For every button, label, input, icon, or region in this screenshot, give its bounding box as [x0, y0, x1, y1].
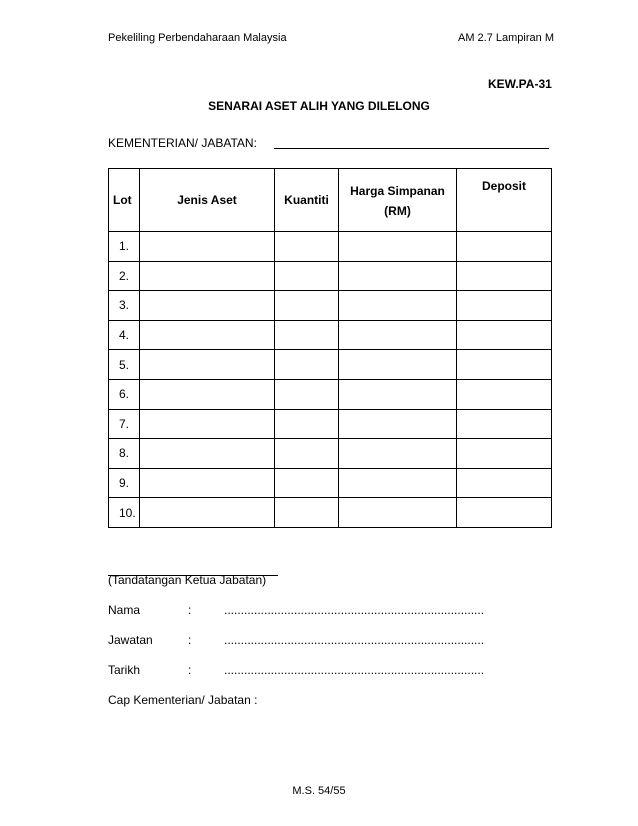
- lot-number-cell: 3.: [109, 291, 140, 321]
- col-header-jenis-aset: Jenis Aset: [140, 169, 275, 232]
- col-header-harga-simpanan: [339, 169, 457, 232]
- lot-number-cell: 9.: [109, 468, 140, 498]
- table-header-row: [109, 169, 552, 232]
- lot-number-cell: 5.: [109, 350, 140, 380]
- deposit-cell[interactable]: [457, 439, 552, 469]
- deposit-cell[interactable]: [457, 320, 552, 350]
- deposit-cell[interactable]: [457, 409, 552, 439]
- deposit-cell[interactable]: [457, 498, 552, 528]
- harga-simpanan-cell[interactable]: [339, 291, 457, 321]
- deposit-cell[interactable]: [457, 232, 552, 262]
- deposit-cell[interactable]: [457, 350, 552, 380]
- tarikh-dots: ..............................................................................: [224, 663, 485, 677]
- harga-simpanan-cell[interactable]: [339, 261, 457, 291]
- harga-line-1: Harga Simpanan: [350, 184, 445, 198]
- jenis-aset-cell[interactable]: [140, 498, 275, 528]
- lot-number-cell: 8.: [109, 439, 140, 469]
- jenis-aset-cell[interactable]: [140, 232, 275, 262]
- form-code: KEW.PA-31: [488, 77, 552, 91]
- lot-number-cell: 1.: [109, 232, 140, 262]
- deposit-cell[interactable]: [457, 291, 552, 321]
- tarikh-colon: :: [188, 663, 192, 677]
- jenis-aset-cell[interactable]: [140, 320, 275, 350]
- lot-number-cell: 10.: [109, 498, 140, 528]
- lot-number-cell: 4.: [109, 320, 140, 350]
- deposit-cell[interactable]: [457, 379, 552, 409]
- page-number: M.S. 54/55: [292, 785, 346, 797]
- tarikh-label: Tarikh: [108, 663, 141, 677]
- table-row: [109, 350, 552, 380]
- asset-table: [108, 168, 552, 528]
- jenis-aset-cell[interactable]: [140, 350, 275, 380]
- harga-simpanan-cell[interactable]: [339, 379, 457, 409]
- kuantiti-cell[interactable]: [275, 291, 339, 321]
- jawatan-label: Jawatan: [108, 633, 153, 647]
- lot-number-cell: 7.: [109, 409, 140, 439]
- jenis-aset-cell[interactable]: [140, 261, 275, 291]
- harga-simpanan-cell[interactable]: [339, 350, 457, 380]
- table-row: [109, 291, 552, 321]
- table-row: [109, 232, 552, 262]
- kuantiti-cell[interactable]: [275, 409, 339, 439]
- kuantiti-cell[interactable]: [275, 439, 339, 469]
- kuantiti-cell[interactable]: [275, 320, 339, 350]
- kuantiti-cell[interactable]: [275, 498, 339, 528]
- cap-label: Cap Kementerian/ Jabatan :: [108, 693, 258, 707]
- harga-simpanan-cell[interactable]: [339, 409, 457, 439]
- harga-line-2: (RM): [384, 204, 411, 218]
- kuantiti-cell[interactable]: [275, 261, 339, 291]
- col-header-kuantiti: Kuantiti: [275, 169, 339, 232]
- table-row: [109, 320, 552, 350]
- jawatan-dots: ..............................................................................: [224, 633, 485, 647]
- deposit-cell[interactable]: [457, 261, 552, 291]
- lot-number-cell: 2.: [109, 261, 140, 291]
- table-row: [109, 439, 552, 469]
- harga-simpanan-cell[interactable]: [339, 498, 457, 528]
- table-row: [109, 498, 552, 528]
- jenis-aset-cell[interactable]: [140, 409, 275, 439]
- header-right-text: AM 2.7 Lampiran M: [458, 32, 554, 44]
- col-header-lot: Lot: [109, 169, 140, 232]
- ministry-fill-line: [274, 148, 549, 149]
- jenis-aset-cell[interactable]: [140, 468, 275, 498]
- table-row: [109, 409, 552, 439]
- deposit-cell[interactable]: [457, 468, 552, 498]
- table-row: [109, 261, 552, 291]
- kuantiti-cell[interactable]: [275, 350, 339, 380]
- harga-simpanan-cell[interactable]: [339, 232, 457, 262]
- harga-simpanan-cell[interactable]: [339, 320, 457, 350]
- table-row: [109, 468, 552, 498]
- nama-label: Nama: [108, 603, 141, 617]
- kuantiti-cell[interactable]: [275, 232, 339, 262]
- harga-simpanan-cell[interactable]: [339, 468, 457, 498]
- form-title: SENARAI ASET ALIH YANG DILELONG: [208, 99, 430, 113]
- ministry-label: KEMENTERIAN/ JABATAN:: [108, 136, 257, 150]
- jenis-aset-cell[interactable]: [140, 379, 275, 409]
- nama-dots: ..............................................................................: [224, 603, 485, 617]
- jenis-aset-cell[interactable]: [140, 439, 275, 469]
- kuantiti-cell[interactable]: [275, 468, 339, 498]
- harga-simpanan-cell[interactable]: [339, 439, 457, 469]
- lot-number-cell: 6.: [109, 379, 140, 409]
- nama-colon: :: [188, 603, 192, 617]
- signature-caption: (Tandatangan Ketua Jabatan): [108, 573, 267, 587]
- table-row: [109, 379, 552, 409]
- jawatan-colon: :: [188, 633, 192, 647]
- jenis-aset-cell[interactable]: [140, 291, 275, 321]
- header-left-text: Pekeliling Perbendaharaan Malaysia: [108, 32, 287, 44]
- kuantiti-cell[interactable]: [275, 379, 339, 409]
- col-header-deposit: Deposit: [457, 169, 552, 232]
